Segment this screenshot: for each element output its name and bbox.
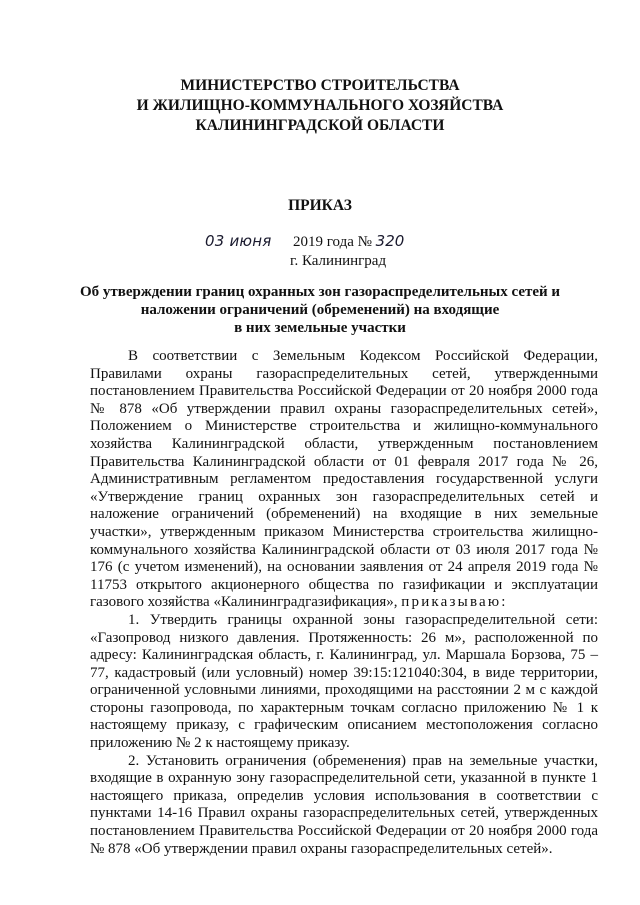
handwritten-order-number: 320 bbox=[375, 232, 405, 250]
order-title: ПРИКАЗ bbox=[288, 197, 352, 214]
subject-line-2: наложении ограничений (обременений) на входящие bbox=[140, 302, 500, 318]
ministry-header bbox=[0, 76, 640, 136]
ministry-line-1: МИНИСТЕРСТВО СТРОИТЕЛЬСТВА bbox=[180, 77, 460, 94]
preamble-text: В соответствии с Земельным Кодексом Российской Федерации, Правилами охраны газораспределительных сетей, утвержденными постановлением Правительства Российской Федерации от 20 ноября 2000 года № 878 «Об утверждении правил охраны газораспределительных сетей», Положением о Министерстве строительства и жилищно-коммунального хозяйства Калининградской области, утвержденным постановлением Правительства Калининградской области от 01 февраля 2017 года № 26, Административным регламентом предоставления государственной услуги «Утверждение границ охранных зон газораспределительных сетей и наложение ограничений (обременений) на входящие в них земельные участки», утвержденным приказом Министерства строительства жилищно-коммунального хозяйства Калининградской области от 03 июля 2017 года № 176 (с учетом изменений), на основании заявления от 24 апреля 2019 года № 11753 открытого акционерного общества по газификации и эксплуатации газового хозяйства «Калининградгазификация», bbox=[90, 348, 598, 611]
order-date-line bbox=[205, 231, 404, 252]
ministry-line-3: КАЛИНИНГРАДСКОЙ ОБЛАСТИ bbox=[195, 117, 445, 134]
paragraph-item-1: 1. Утвердить границы охранной зоны газораспределительной сети: «Газопровод низкого давления. Протяженность: 26 м», расположенной по адресу: Калининградская область, г. Калининград, ул. Маршала Борзова, 75 – 77, кадастровый (или условный) номер 39:15:121040:304, в виде территории, ограниченной условными линиями, проходящими на расстоянии 2 м с каждой стороны газопровода, по характерным точкам согласно приложению № 1 к настоящему приказу, с графическим описанием местоположения согласно приложению № 2 к настоящему приказу. bbox=[90, 611, 598, 752]
printed-date: 2019 года № bbox=[292, 234, 372, 250]
subject-line-3: в них земельные участки bbox=[234, 320, 406, 336]
handwritten-date: 03 июня bbox=[205, 232, 272, 250]
order-word: приказываю: bbox=[401, 594, 508, 611]
order-city: г. Калининград bbox=[290, 253, 387, 269]
ministry-line-2: И ЖИЛИЩНО-КОММУНАЛЬНОГО ХОЗЯЙСТВА bbox=[136, 97, 504, 114]
paragraph-preamble bbox=[90, 348, 598, 612]
order-subject bbox=[70, 283, 570, 337]
order-body bbox=[90, 348, 598, 858]
subject-line-1: Об утверждении границ охранных зон газораспределительных сетей и bbox=[79, 284, 561, 300]
paragraph-item-2: 2. Установить ограничения (обременения) прав на земельные участки, входящие в охранную зону газораспределительной сети, указанной в пункте 1 настоящего приказа, определив условия использования в соответствии с пунктами 14-16 Правил охраны газораспределительных сетей, утвержденных постановлением Правительства Российской Федерации от 20 ноября 2000 года № 878 «Об утверждении правил охраны газораспределительных сетей». bbox=[90, 752, 598, 857]
